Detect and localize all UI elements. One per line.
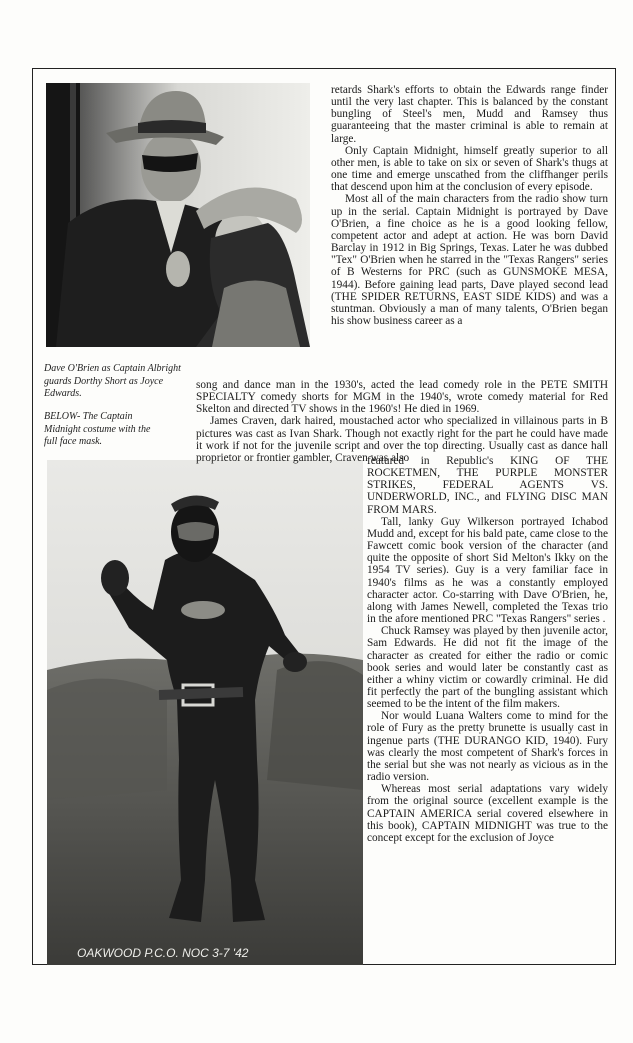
paragraph: Only Captain Midnight, himself greatly superior to all other men, is able to take on six or seven of Shark's thugs at one time and emerge unscathed from the cliffhanger perils that descend upon him at the conclusion of every episode.: [331, 144, 608, 194]
column-bottom-right: [367, 455, 608, 844]
paragraph: James Craven, dark haired, moustached actor who specialized in villainous parts in B pictures was cast as Ivan Shark. Though not exactly right for the part he could have made it work if not for the juvenile script and over the top directing. Usually cast as dance hall proprietor or frontier gambler, Craven was also: [196, 415, 608, 464]
paragraph: featured in Republic's KING OF THE ROCKETMEN, THE PURPLE MONSTER STRIKES, FEDERAL AGENTS VS. UNDERWORLD, INC., and FLYING DISC MAN FROM MARS.: [367, 455, 608, 516]
column-top-right: [331, 84, 608, 327]
caption-top: Dave O'Brien as Captain Albright guards Dorthy Short as Joyce Edwards.: [44, 363, 181, 399]
paragraph: retards Shark's efforts to obtain the Edwards range finder until the very last chapter. This is balanced by the constant bungling of Steel's men, Mudd and Ramsey thus guaranteeing that the master criminal is able to remain at large.: [331, 84, 608, 145]
photo-inscription: OAKWOOD P.C.O. NOC 3-7 '42: [77, 946, 249, 960]
paragraph: song and dance man in the 1930's, acted the lead comedy role in the PETE SMITH SPECIALTY comedy shorts for MGM in the 1940's, wrote comedy material for Red Skelton and directed TV shows in the 1960's! He died in 1969.: [196, 379, 608, 416]
column-wide: [196, 379, 608, 464]
photo-obrien-and-short: [46, 83, 310, 347]
paragraph: Chuck Ramsey was played by then juvenile actor, Sam Edwards. He did not fit the image of the character as created for either the radio or comic book series and would later be constantly cast as either a whiny victim or cowardly criminal. He did fit perfectly the part of the bungling assistant which seemed to be the intent of the film makers.: [367, 625, 608, 711]
photo-captain-midnight-costume: [47, 460, 363, 965]
paragraph: Whereas most serial adaptations vary widely from the original source (excellent example is the CAPTAIN AMERICA serial covered elsewhere in this book), CAPTAIN MIDNIGHT was true to the concept except for the exclusion of Joyce: [367, 783, 608, 844]
photo-obrien-and-short-image: [46, 83, 310, 347]
paragraph: Tall, lanky Guy Wilkerson portrayed Ichabod Mudd and, except for his bald pate, came close to the Fawcett comic book version of the character (and quite the opposite of short Sid Melton's Ikky on the 1954 TV series). Guy is a very familiar face in 1940's films as he was a constantly employed character actor. Co-starring with Dave O'Brien, he, along with James Newell, completed the Texas trio in the afore mentioned PRC "Texas Rangers" series .: [367, 515, 608, 626]
caption-bottom: BELOW- The Captain Midnight costume with the full face mask.: [44, 411, 151, 447]
paragraph: Nor would Luana Walters come to mind for the role of Fury as the pretty brunette is usually cast in ingenue parts (THE DURANGO KID, 1940). Fury was clearly the most competent of Shark's forces in the serial but she was not nearly as vicious as in the radio version.: [367, 710, 608, 784]
photo-captain-midnight-costume-image: [47, 460, 363, 965]
paragraph: Most all of the main characters from the radio show turn up in the serial. Captain Midnight is portrayed by Dave O'Brien, a fine choice as he is a good looking fellow, competent actor and adept at action. He was born David Barclay in 1912 in Big Springs, Texas. Later he was dubbed "Tex" O'Brien when he starred in the "Texas Rangers" series of B Westerns for PRC (such as GUNSMOKE MESA, 1944). Before gaining lead parts, Dave played second lead (THE SPIDER RETURNS, EAST SIDE KIDS) and was a stuntman. Obviously a man of many talents, O'Brien began his show business career as a: [331, 193, 608, 327]
